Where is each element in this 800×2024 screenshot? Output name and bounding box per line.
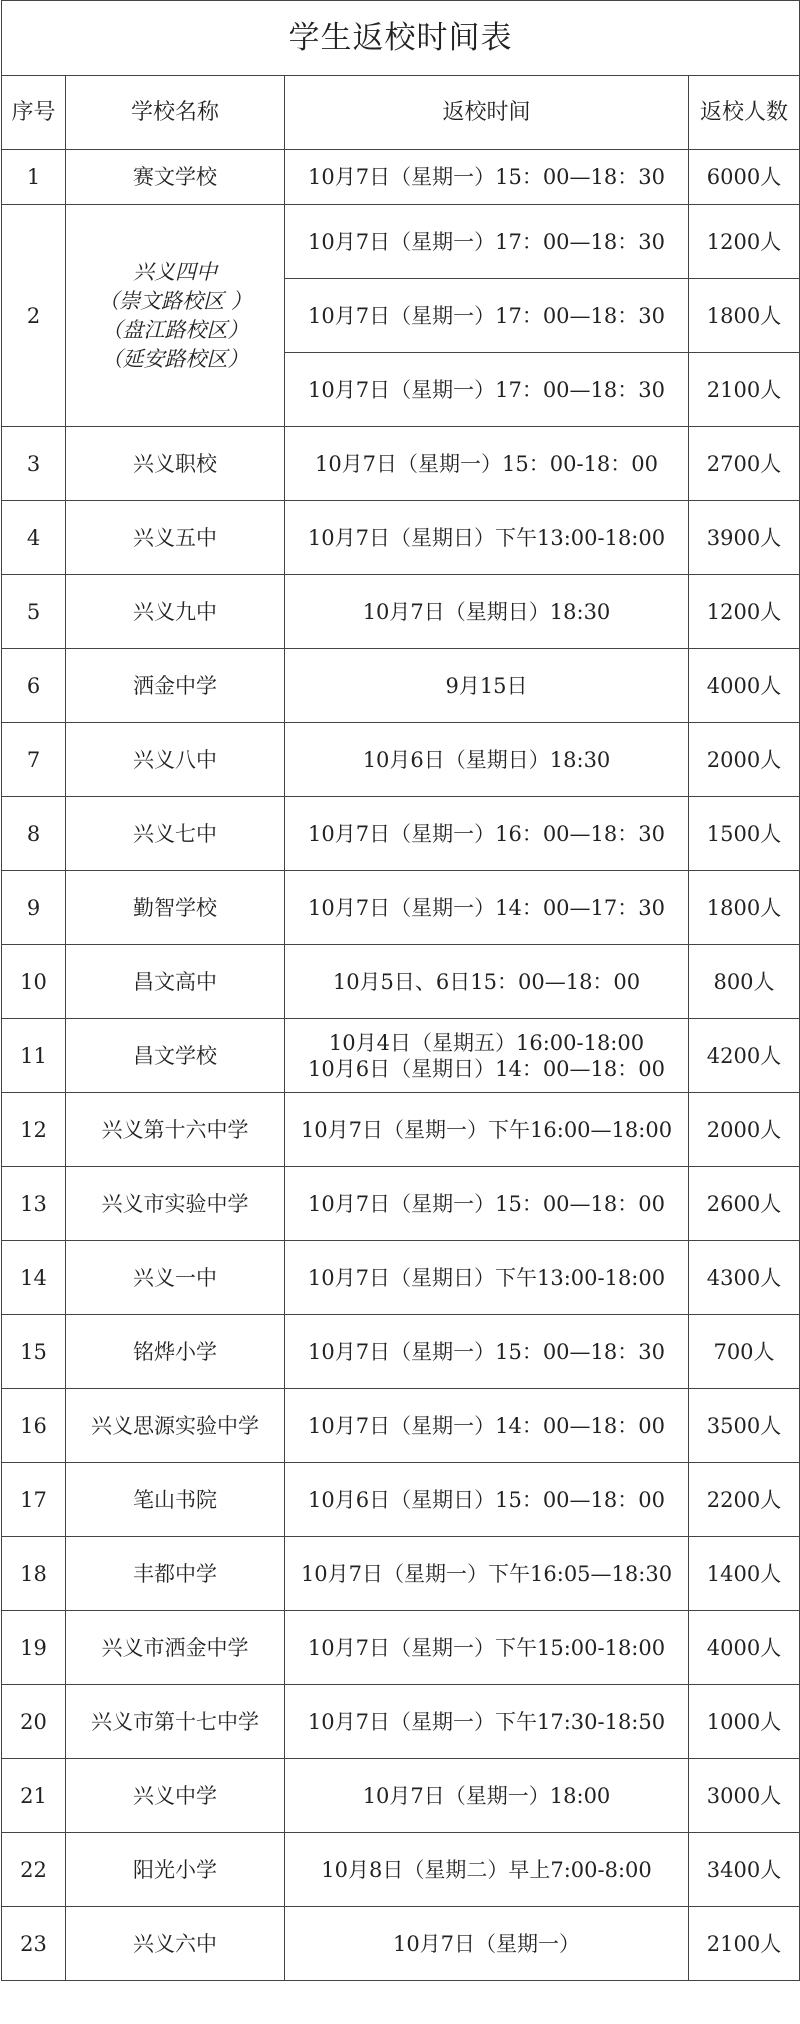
school-name: 兴义市实验中学 [66,1167,285,1241]
table-row [2,1685,800,1759]
row-number: 11 [2,1019,66,1093]
student-count: 4000人 [689,1611,800,1685]
student-count: 800人 [689,945,800,1019]
return-time: 10月7日（星期一）17：00—18：30 [285,353,689,427]
student-count: 1200人 [689,575,800,649]
row-number: 18 [2,1537,66,1611]
return-time-line: 10月6日（星期日）14：00—18：00 [308,1056,665,1081]
table-row [2,1907,800,1981]
return-time: 10月7日（星期一）15：00—18：30 [285,150,689,205]
return-time: 10月7日（星期一）下午16:05—18:30 [285,1537,689,1611]
header-number: 序号 [2,76,66,150]
campus-line: （崇文路校区 ） [98,288,252,313]
return-time: 10月7日（星期一）下午16:00—18:00 [285,1093,689,1167]
table-row [2,945,800,1019]
school-name: 兴义第十六中学 [66,1093,285,1167]
table-row [2,1167,800,1241]
row-number: 19 [2,1611,66,1685]
school-name: 昌文高中 [66,945,285,1019]
student-count: 1000人 [689,1685,800,1759]
return-time: 10月7日（星期一）16：00—18：30 [285,797,689,871]
school-name: 兴义市洒金中学 [66,1611,285,1685]
table-row [2,1389,800,1463]
return-time-line: 10月4日（星期五）16:00-18:00 [328,1030,645,1055]
school-name: 兴义职校 [66,427,285,501]
return-time: 10月8日（星期二）早上7:00-8:00 [285,1833,689,1907]
row-number: 1 [2,150,66,205]
school-name: 兴义六中 [66,1907,285,1981]
return-time: 10月7日（星期一）下午17:30-18:50 [285,1685,689,1759]
table-row [2,1833,800,1907]
row-number: 14 [2,1241,66,1315]
return-time: 10月7日（星期日）下午13:00-18:00 [285,501,689,575]
student-count: 1800人 [689,279,800,353]
return-time: 10月7日（星期日）下午13:00-18:00 [285,1241,689,1315]
table-title: 学生返校时间表 [2,1,800,76]
school-name: 兴义八中 [66,723,285,797]
return-time: 10月7日（星期一）15：00-18：00 [285,427,689,501]
school-name: 笔山书院 [66,1463,285,1537]
school-name: 兴义九中 [66,575,285,649]
return-time: 10月7日（星期一）14：00—18：00 [285,1389,689,1463]
school-name: 洒金中学 [66,649,285,723]
row-number: 10 [2,945,66,1019]
student-count: 1400人 [689,1537,800,1611]
row-number: 8 [2,797,66,871]
student-count: 2000人 [689,723,800,797]
student-count: 2100人 [689,1907,800,1981]
return-time: 10月7日（星期一）15：00—18：30 [285,1315,689,1389]
header-school-name: 学校名称 [66,76,285,150]
table-row [2,797,800,871]
row-number: 5 [2,575,66,649]
table-row [2,1611,800,1685]
student-count: 2000人 [689,1093,800,1167]
row-number: 2 [2,205,66,427]
school-name-line: 兴义四中 [133,259,217,284]
table-row [2,1093,800,1167]
return-time: 10月7日（星期日）18:30 [285,575,689,649]
table-row [2,723,800,797]
school-name: 勤智学校 [66,871,285,945]
table-row [2,871,800,945]
row-number: 9 [2,871,66,945]
student-count: 2600人 [689,1167,800,1241]
return-time: 10月6日（星期日）15：00—18：00 [285,1463,689,1537]
return-time: 10月7日（星期一）17：00—18：30 [285,205,689,279]
row-number: 22 [2,1833,66,1907]
header-row [2,76,800,150]
row-number: 23 [2,1907,66,1981]
school-name: 丰都中学 [66,1537,285,1611]
student-count: 1200人 [689,205,800,279]
school-name: 兴义中学 [66,1759,285,1833]
table-row [2,1241,800,1315]
school-name: 兴义市第十七中学 [66,1685,285,1759]
student-count: 3900人 [689,501,800,575]
return-time: 10月7日（星期一）17：00—18：30 [285,279,689,353]
return-time: 9月15日 [285,649,689,723]
table-row [2,575,800,649]
student-count: 6000人 [689,150,800,205]
header-return-time: 返校时间 [285,76,689,150]
table-row [2,1463,800,1537]
campus-line: （盘江路校区） [101,317,249,342]
school-name: 兴义一中 [66,1241,285,1315]
school-name: 赛文学校 [66,150,285,205]
student-count: 3500人 [689,1389,800,1463]
school-name-campuses [66,205,285,427]
return-time: 10月6日（星期日）18:30 [285,723,689,797]
row-number: 21 [2,1759,66,1833]
school-name: 兴义思源实验中学 [66,1389,285,1463]
row-number: 7 [2,723,66,797]
row-number: 20 [2,1685,66,1759]
table-row [2,1315,800,1389]
student-count: 2100人 [689,353,800,427]
schedule-table [1,0,800,1981]
row-number: 6 [2,649,66,723]
row-number: 12 [2,1093,66,1167]
table-row [2,501,800,575]
student-count: 4300人 [689,1241,800,1315]
student-count: 1500人 [689,797,800,871]
student-count: 3400人 [689,1833,800,1907]
return-time [285,1019,689,1093]
school-name: 铭烨小学 [66,1315,285,1389]
row-number: 17 [2,1463,66,1537]
student-count: 700人 [689,1315,800,1389]
student-count: 3000人 [689,1759,800,1833]
student-count: 2200人 [689,1463,800,1537]
row-number: 3 [2,427,66,501]
row-number: 15 [2,1315,66,1389]
table-row [2,150,800,205]
return-time: 10月7日（星期一）下午15:00-18:00 [285,1611,689,1685]
school-name: 昌文学校 [66,1019,285,1093]
school-name: 兴义五中 [66,501,285,575]
table-row [2,1759,800,1833]
school-name: 阳光小学 [66,1833,285,1907]
return-time: 10月7日（星期一）15：00—18：00 [285,1167,689,1241]
table-row [2,1019,800,1093]
student-count: 1800人 [689,871,800,945]
student-count: 2700人 [689,427,800,501]
row-number: 4 [2,501,66,575]
table-row [2,1537,800,1611]
table-row [2,205,800,279]
table-row [2,427,800,501]
return-time: 10月7日（星期一） [285,1907,689,1981]
row-number: 13 [2,1167,66,1241]
table-row [2,649,800,723]
row-number: 16 [2,1389,66,1463]
campus-line: （延安路校区） [101,346,249,371]
return-time: 10月7日（星期一）18:00 [285,1759,689,1833]
school-name: 兴义七中 [66,797,285,871]
header-student-count: 返校人数 [689,76,800,150]
student-count: 4000人 [689,649,800,723]
student-count: 4200人 [689,1019,800,1093]
return-time: 10月7日（星期一）14：00—17：30 [285,871,689,945]
return-time: 10月5日、6日15：00—18：00 [285,945,689,1019]
